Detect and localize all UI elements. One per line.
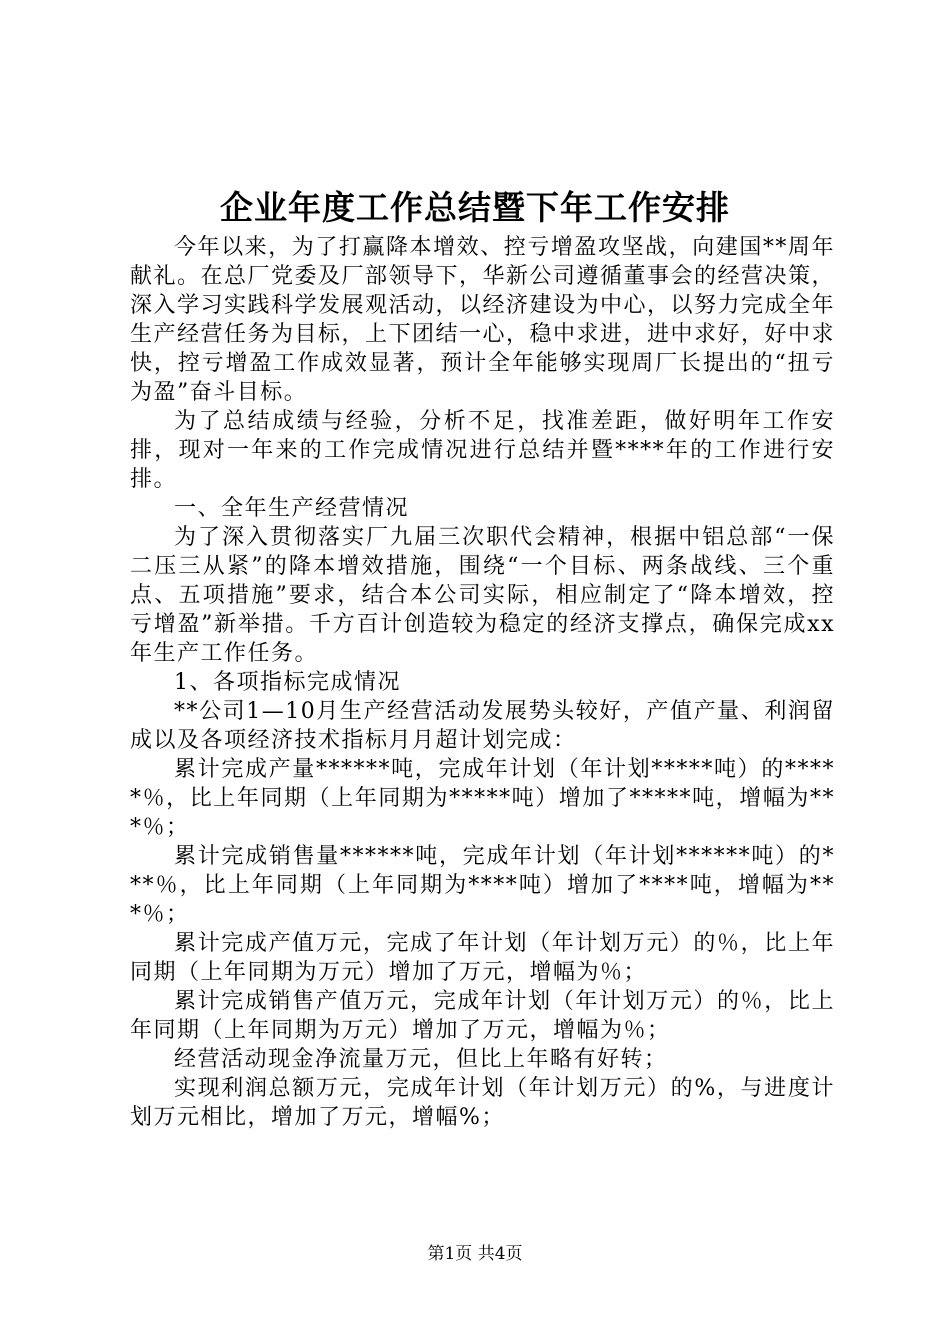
paragraph: 累计完成销售量******吨，完成年计划（年计划******吨）的***％，比上年同期（上年同期为****吨）增加了****吨，增幅为***％； xyxy=(130,844,835,927)
paragraph: 为了深入贯彻落实厂九届三次职代会精神，根据中铝总部“一保二压三从紧”的降本增效措施，围绕“一个目标、两条战线、三个重点、五项措施”要求，结合本公司实际，相应制定了“降本增效，控亏增盈”新举措。千方百计创造较为稳定的经济支撑点，确保完成xx年生产工作任务。 xyxy=(130,525,835,666)
document-title: 企业年度工作总结暨下年工作安排 xyxy=(220,188,730,227)
paragraph: 今年以来，为了打赢降本增效、控亏增盈攻坚战，向建国**周年献礼。在总厂党委及厂部领导下，华新公司遵循董事会的经营决策，深入学习实践科学发展观活动，以经济建设为中心，以努力完成全年生产经营任务为目标，上下团结一心，稳中求进，进中求好，好中求快，控亏增盈工作成效显著，预计全年能够实现周厂长提出的“扭亏为盈”奋斗目标。 xyxy=(130,235,836,405)
paragraph: 经营活动现金净流量万元，但比上年略有好转； xyxy=(174,1047,668,1072)
document-body xyxy=(130,233,835,1132)
subsection-heading: 1、各项指标完成情况 xyxy=(174,670,401,695)
paragraph: 实现利润总额万元，完成年计划（年计划万元）的%，与进度计划万元相比，增加了万元，增幅%； xyxy=(130,1076,835,1130)
paragraph: 累计完成产量******吨，完成年计划（年计划*****吨）的*****％，比上年同期（上年同期为*****吨）增加了*****吨，增幅为***％； xyxy=(130,757,835,840)
paragraph: 累计完成产值万元，完成了年计划（年计划万元）的％，比上年同期（上年同期为万元）增加了万元，增幅为％； xyxy=(130,931,835,985)
page-footer: 第1页 共4页 xyxy=(427,1244,523,1264)
paragraph: 为了总结成绩与经验，分析不足，找准差距，做好明年工作安排，现对一年来的工作完成情况进行总结并暨****年的工作进行安排。 xyxy=(130,409,835,492)
paragraph: **公司1—10月生产经营活动发展势头较好，产值产量、利润留成以及各项经济技术指标月月超计划完成： xyxy=(130,699,835,753)
section-heading: 一、全年生产经营情况 xyxy=(174,496,410,521)
paragraph: 累计完成销售产值万元，完成年计划（年计划万元）的％，比上年同期（上年同期为万元）增加了万元，增幅为％； xyxy=(130,989,835,1043)
